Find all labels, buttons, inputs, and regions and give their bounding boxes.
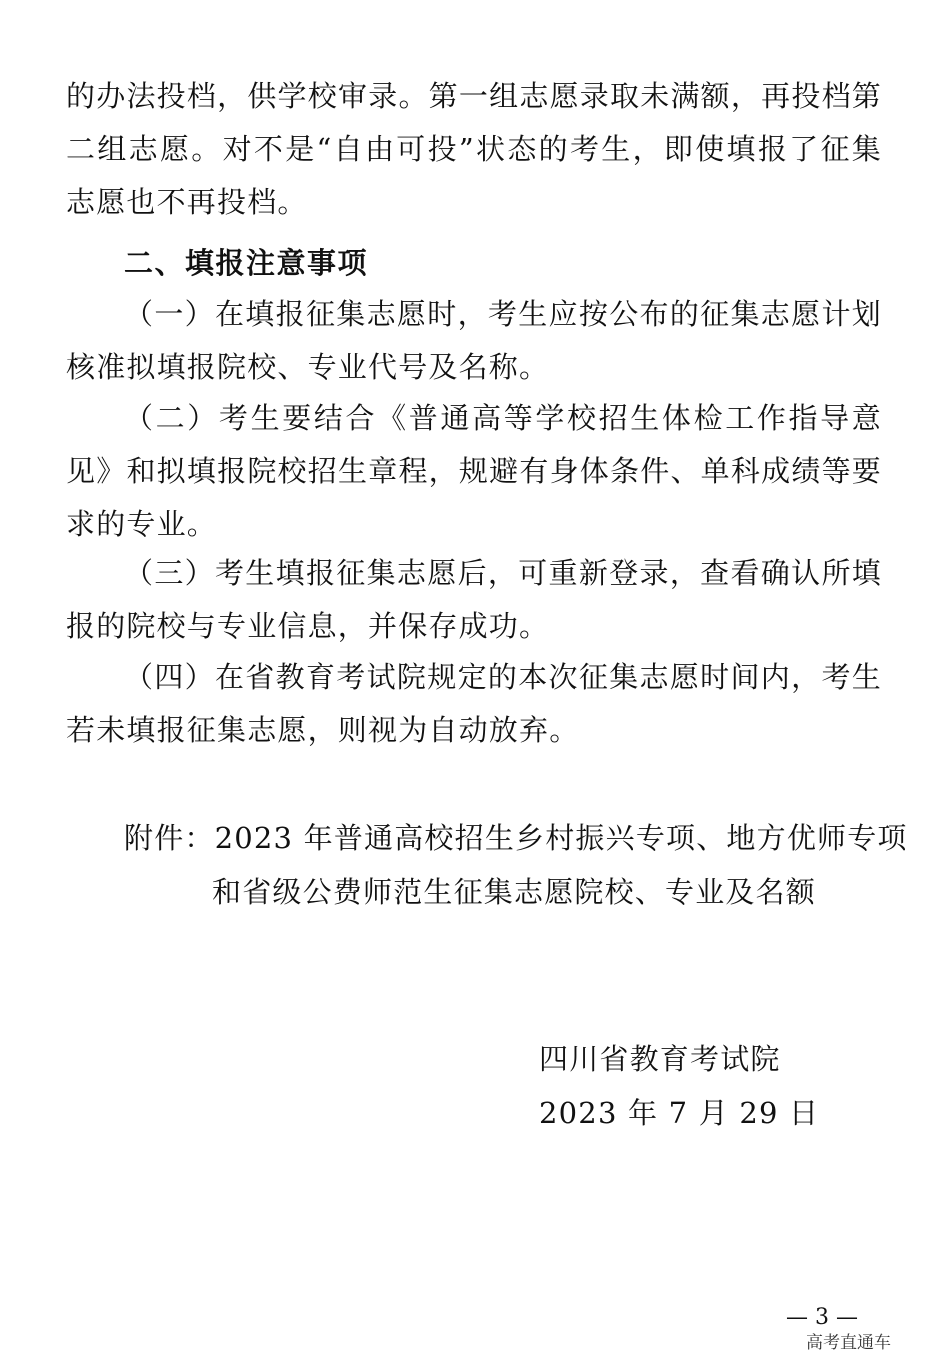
issue-date: 2023 年 7 月 29 日: [539, 1096, 820, 1130]
continuation-paragraph: 的办法投档，供学校审录。第一组志愿录取未满额，再投档第二组志愿。对不是“自由可投”状态的考生，即使填报了征集志愿也不再投档。: [66, 79, 882, 219]
attachment-line-2: 和省级公费师范生征集志愿院校、专业及名额: [212, 875, 817, 909]
issuing-organization: 四川省教育考试院: [539, 1042, 781, 1076]
attachment-line-1: 附件：2023 年普通高校招生乡村振兴专项、地方优师专项: [124, 821, 908, 855]
watermark-text: 高考直通车: [806, 1333, 891, 1353]
notice-item-1: （一）在填报征集志愿时，考生应按公布的征集志愿计划核准拟填报院校、专业代号及名称。: [66, 297, 882, 384]
notice-item-4: （四）在省教育考试院规定的本次征集志愿时间内，考生若未填报征集志愿，则视为自动放弃。: [66, 660, 882, 747]
notice-item-3: （三）考生填报征集志愿后，可重新登录，查看确认所填报的院校与专业信息，并保存成功。: [66, 556, 882, 643]
page-number: — 3 —: [786, 1305, 858, 1330]
section-title: 二、填报注意事项: [124, 246, 369, 280]
notice-item-2: （二）考生要结合《普通高等学校招生体检工作指导意见》和拟填报院校招生章程，规避有身体条件、单科成绩等要求的专业。: [66, 401, 882, 541]
